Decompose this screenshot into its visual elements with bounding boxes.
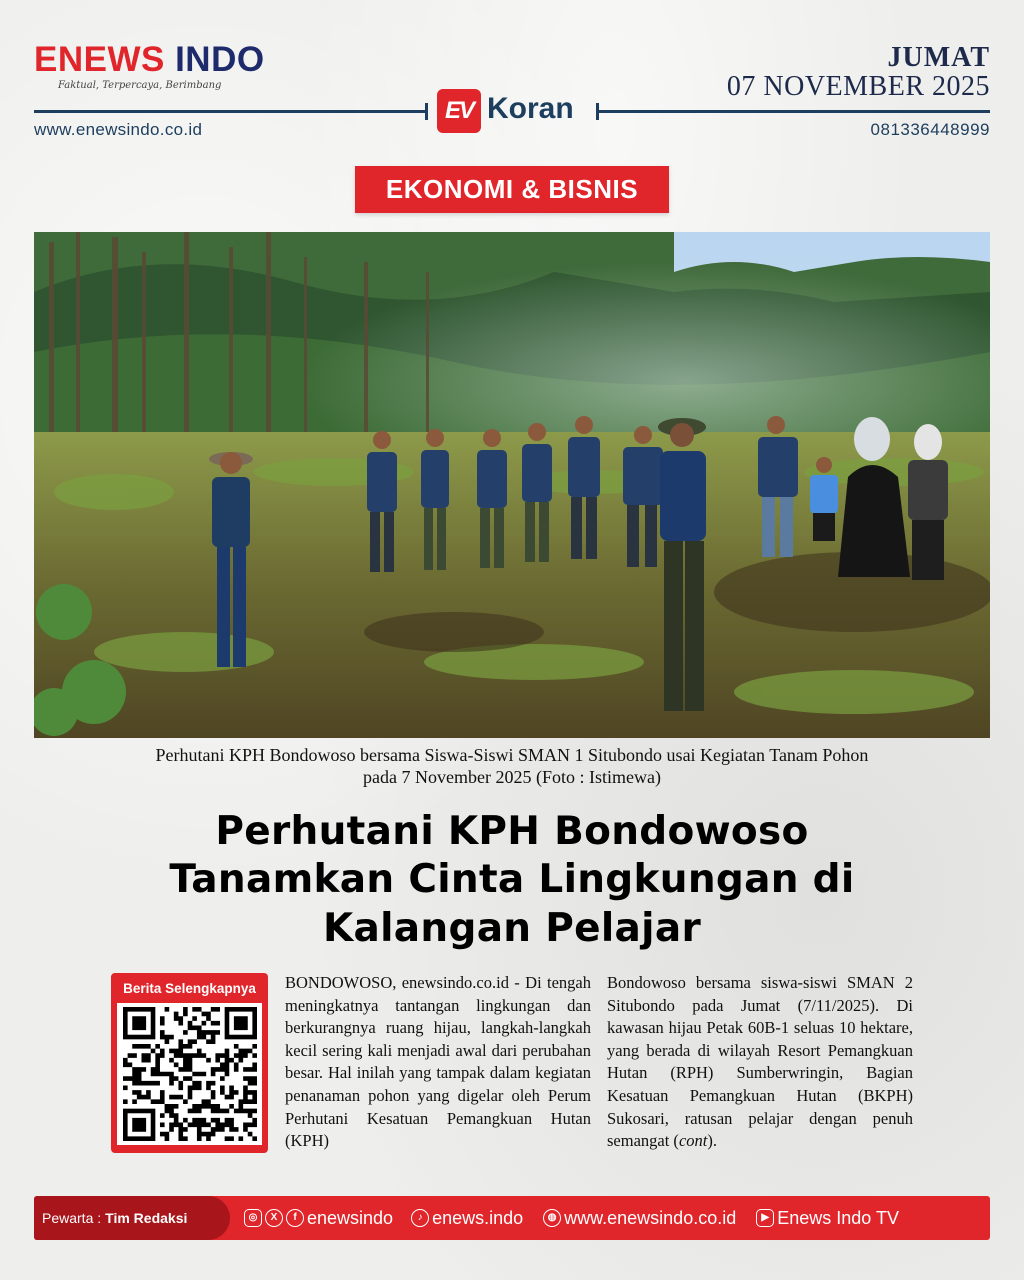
youtube-channel[interactable]: Enews Indo TV xyxy=(777,1207,899,1228)
photo-caption-line-1: Perhutani KPH Bondowoso bersama Siswa-Siswi SMAN 1 Situbondo usai Kegiatan Tanam Pohon xyxy=(155,745,869,765)
masthead-rule-left xyxy=(34,110,426,113)
issue-date: 07 NOVEMBER 2025 xyxy=(726,71,990,102)
article-column-2 xyxy=(607,972,913,1153)
headline-line-2: Tanamkan Cinta Lingkungan di xyxy=(169,857,855,903)
footer-website[interactable]: www.enewsindo.co.id xyxy=(564,1207,737,1228)
tiktok-handle[interactable]: enews.indo xyxy=(432,1207,524,1228)
article-photo xyxy=(34,232,990,738)
facebook-icon[interactable]: f xyxy=(286,1209,304,1227)
instagram-icon[interactable]: ◎ xyxy=(244,1209,262,1227)
ev-logo-icon: EV xyxy=(437,89,481,133)
youtube-link[interactable] xyxy=(756,1208,899,1229)
social-handle-group[interactable] xyxy=(244,1208,393,1229)
phone-number: 081336448999 xyxy=(870,120,990,139)
issue-day: JUMAT xyxy=(887,42,990,73)
youtube-icon[interactable]: ▶ xyxy=(756,1209,774,1227)
article-column-2-text: Bondowoso bersama siswa-siswi SMAN 2 Situbondo pada Jumat (7/11/2025). Di kawasan hijau Petak 60B-1 seluas 10 hektare, yang berada di wilayah Resort Pemangkuan Hutan (RPH) Sumberwringin, Bagian Kesatuan Pemangkuan Hutan (BKPH) Sukosari, ratusan pelajar dengan penuh semangat ( xyxy=(607,973,913,1151)
section-label: EKONOMI & BISNIS xyxy=(355,166,669,213)
brand-name-indo: INDO xyxy=(175,40,265,79)
issue-date-block xyxy=(727,44,990,101)
continued-marker: cont xyxy=(678,1131,708,1151)
article-column-2-end: ). xyxy=(707,1131,717,1151)
qr-code-card[interactable] xyxy=(111,973,268,1153)
footer-bar xyxy=(34,1196,990,1240)
website-link[interactable]: www.enewsindo.co.id xyxy=(34,120,203,139)
tiktok-link[interactable] xyxy=(411,1208,523,1229)
reporter-credit xyxy=(34,1196,230,1240)
headline-line-3: Kalangan Pelajar xyxy=(322,905,701,951)
photo-caption-line-2: pada 7 November 2025 (Foto : Istimewa) xyxy=(363,766,661,787)
qr-code-label: Berita Selengkapnya xyxy=(123,981,256,996)
x-icon[interactable]: X xyxy=(265,1209,283,1227)
website-footer-link[interactable] xyxy=(543,1208,736,1229)
brand-name xyxy=(34,42,265,77)
edition-label: Koran xyxy=(487,92,574,125)
reporter-label: Pewarta : xyxy=(42,1210,102,1226)
social-handle[interactable]: enewsindo xyxy=(307,1207,394,1228)
globe-icon[interactable]: ◍ xyxy=(543,1209,561,1227)
brand-name-enews: ENEWS xyxy=(34,40,176,79)
qr-code-area xyxy=(117,1003,262,1145)
tiktok-icon[interactable]: ♪ xyxy=(411,1209,429,1227)
article-headline xyxy=(60,808,964,953)
photo-caption xyxy=(60,745,964,788)
masthead-rule-right xyxy=(598,110,990,113)
reporter-name: Tim Redaksi xyxy=(105,1210,188,1226)
brand-logo xyxy=(34,42,265,91)
article-column-1: BONDOWOSO, enewsindo.co.id - Di tengah meningkatnya tantangan lingkungan dan berkurangnya ruang hijau, langkah-langkah kecil sering kali menjadi awal dari perubahan besar. Hal inilah yang tampak dalam kegiatan penanaman pohon yang digelar oleh Perum Perhutani Kesatuan Pemangkuan Hutan (KPH) xyxy=(285,973,591,1151)
qr-code-icon[interactable] xyxy=(123,1007,257,1141)
brand-tagline: Faktual, Terpercaya, Berimbang xyxy=(58,80,222,91)
headline-line-1: Perhutani KPH Bondowoso xyxy=(215,809,809,854)
